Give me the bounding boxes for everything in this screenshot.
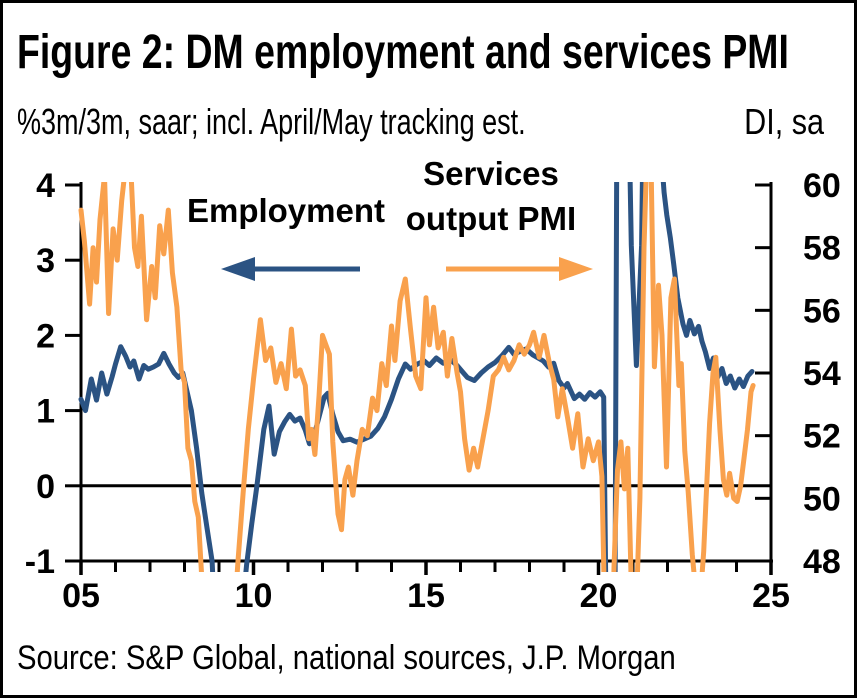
left-axis-tick-label: 4: [36, 167, 55, 205]
legend-pmi-label-line2: output PMI: [405, 200, 577, 237]
left-axis-tick-label: 3: [36, 242, 55, 281]
x-axis-tick-label: 10: [234, 577, 273, 615]
right-axis-tick-label: 56: [803, 292, 841, 331]
x-axis-tick-label: 05: [62, 577, 100, 615]
x-axis-tick-label: 20: [579, 577, 618, 615]
pmi-arrow-head: [559, 257, 593, 281]
right-axis-units-label: DI, sa: [744, 101, 824, 142]
left-axis-tick-label: 0: [36, 467, 55, 506]
legend-pmi-label: [401, 151, 581, 241]
right-axis-tick-label: 58: [803, 229, 841, 268]
x-axis-tick-label: 25: [752, 577, 790, 615]
right-axis-tick-label: 60: [803, 167, 841, 205]
left-axis-tick-label: 2: [36, 317, 55, 356]
right-axis-tick-label: 54: [803, 355, 841, 393]
figure-title: Figure 2: DM employment and services PMI: [17, 26, 789, 79]
right-axis-tick-label: 52: [803, 417, 841, 456]
left-axis-tick-label: 1: [36, 392, 55, 431]
left-axis-units-label: %3m/3m, saar; incl. April/May tracking est.: [17, 101, 526, 142]
legend-employment-label: Employment: [186, 192, 386, 229]
left-axis-tick-label: -1: [24, 543, 55, 581]
right-axis-tick-label: 50: [803, 480, 841, 519]
x-axis-tick-label: 15: [407, 577, 445, 615]
employment-arrow-head: [221, 257, 255, 281]
legend-pmi-label-line1: Services: [423, 155, 559, 192]
right-axis-tick-label: 48: [803, 543, 841, 581]
chart-plot: [3, 3, 857, 698]
source-note: Source: S&P Global, national sources, J.P. Morgan: [17, 639, 676, 677]
